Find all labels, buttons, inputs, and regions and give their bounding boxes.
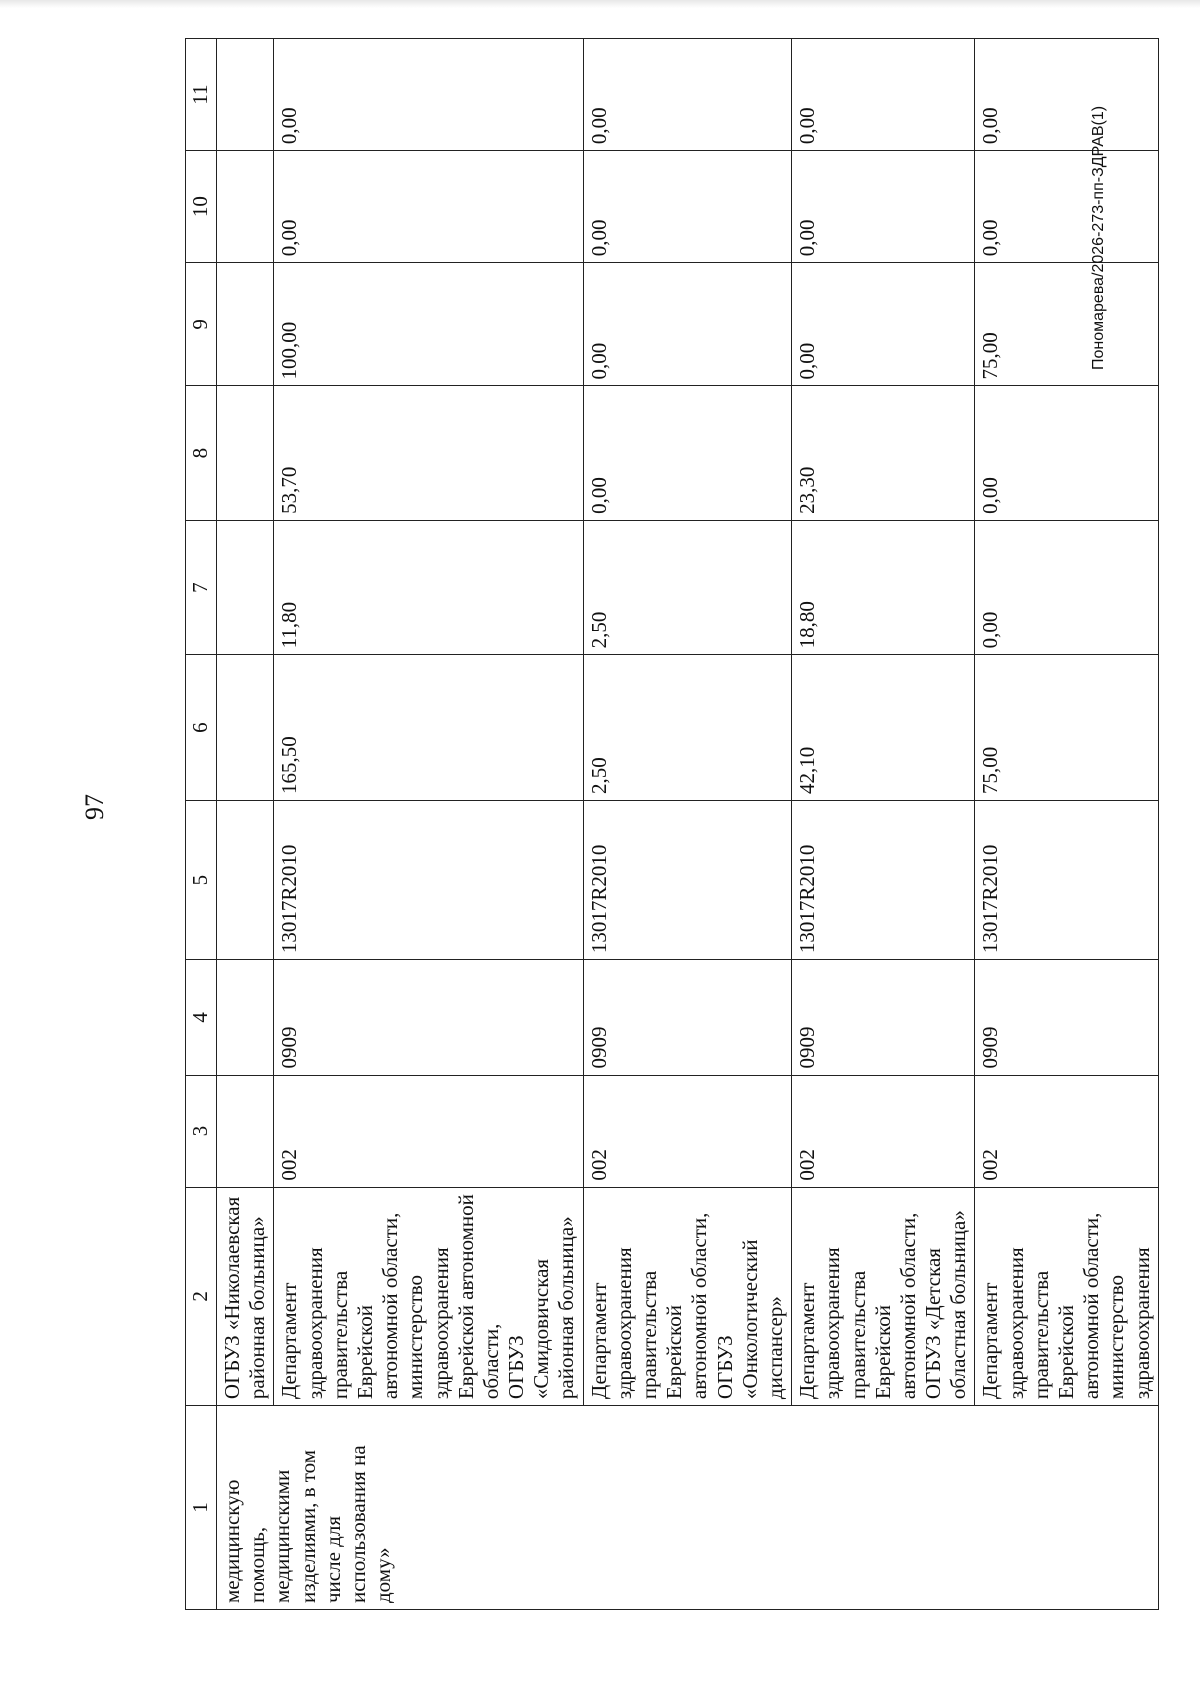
organization-cell: ОГБУЗ «Николаевская районная больница»: [217, 1187, 274, 1406]
value-cell: 165,50: [274, 655, 583, 801]
header-cell: 7: [186, 520, 217, 654]
value-cell: 0,00: [274, 151, 583, 263]
header-cell: 3: [186, 1075, 217, 1187]
value-cell: 0,00: [583, 39, 792, 151]
value-cell: 002: [792, 1075, 975, 1187]
program-description-cell: медицинскую помощь, медицинскими изделиями, в том числе для использования на дому»: [217, 1406, 1159, 1610]
scan-edge: [0, 0, 1200, 8]
header-row: [186, 39, 217, 1610]
header-cell: 6: [186, 655, 217, 801]
value-cell: 11,80: [274, 520, 583, 654]
value-cell: 0,00: [975, 386, 1158, 520]
value-cell: 0,00: [975, 151, 1158, 263]
value-cell: 53,70: [274, 386, 583, 520]
organization-cell: Департамент здравоохранения правительства Еврейской автономной области, министерство здравоохранения: [975, 1187, 1158, 1406]
value-cell: 0,00: [583, 386, 792, 520]
table-row: [274, 39, 583, 1610]
organization-cell: Департамент здравоохранения правительства Еврейской автономной области, ОГБУЗ «Онкологический диспансер»: [583, 1187, 792, 1406]
table-row: [583, 39, 792, 1610]
value-cell: 0,00: [975, 39, 1158, 151]
value-cell: 002: [274, 1075, 583, 1187]
table-row: [792, 39, 975, 1610]
value-cell: 0,00: [792, 151, 975, 263]
value-cell: 23,30: [792, 386, 975, 520]
header-cell: 8: [186, 386, 217, 520]
value-cell: 42,10: [792, 655, 975, 801]
value-cell: 100,00: [274, 263, 583, 386]
value-cell: 2,50: [583, 655, 792, 801]
value-cell: 0,00: [583, 151, 792, 263]
value-cell: 0909: [975, 960, 1158, 1075]
organization-cell: Департамент здравоохранения правительства Еврейской автономной области, министерство здравоохранения Еврейской автономной области, ОГБУЗ «Смидовичская районная больница»: [274, 1187, 583, 1406]
value-cell: 0,00: [792, 263, 975, 386]
header-cell: 10: [186, 151, 217, 263]
value-cell: 75,00: [975, 263, 1158, 386]
organization-cell: Департамент здравоохранения правительства Еврейской автономной области, ОГБУЗ «Детская областная больница»: [792, 1187, 975, 1406]
value-cell: 0909: [583, 960, 792, 1075]
page-number: 97: [80, 794, 109, 820]
value-cell: 0,00: [792, 39, 975, 151]
value-cell: 13017R2010: [274, 801, 583, 960]
value-cell: 0,00: [583, 263, 792, 386]
header-cell: 1: [186, 1406, 217, 1610]
value-cell: 18,80: [792, 520, 975, 654]
value-cell: 002: [583, 1075, 792, 1187]
header-cell: 5: [186, 801, 217, 960]
value-cell: 0,00: [274, 39, 583, 151]
header-cell: 11: [186, 39, 217, 151]
value-cell: 002: [975, 1075, 1158, 1187]
header-cell: 4: [186, 960, 217, 1075]
value-cell: 0909: [274, 960, 583, 1075]
value-cell: 75,00: [975, 655, 1158, 801]
budget-table: [185, 38, 1159, 1610]
value-cell: 13017R2010: [792, 801, 975, 960]
document-footer-code: Пономарева/2026-273-пп-ЗДРАВ(1): [1090, 105, 1107, 370]
value-cell: 0909: [792, 960, 975, 1075]
value-cell: 13017R2010: [583, 801, 792, 960]
value-cell: 0,00: [975, 520, 1158, 654]
table-row: [217, 39, 274, 1610]
budget-table-rotated: [185, 38, 1200, 1610]
header-cell: 2: [186, 1187, 217, 1406]
value-cell: 13017R2010: [975, 801, 1158, 960]
value-cell: 2,50: [583, 520, 792, 654]
header-cell: 9: [186, 263, 217, 386]
table-row: [975, 39, 1158, 1610]
